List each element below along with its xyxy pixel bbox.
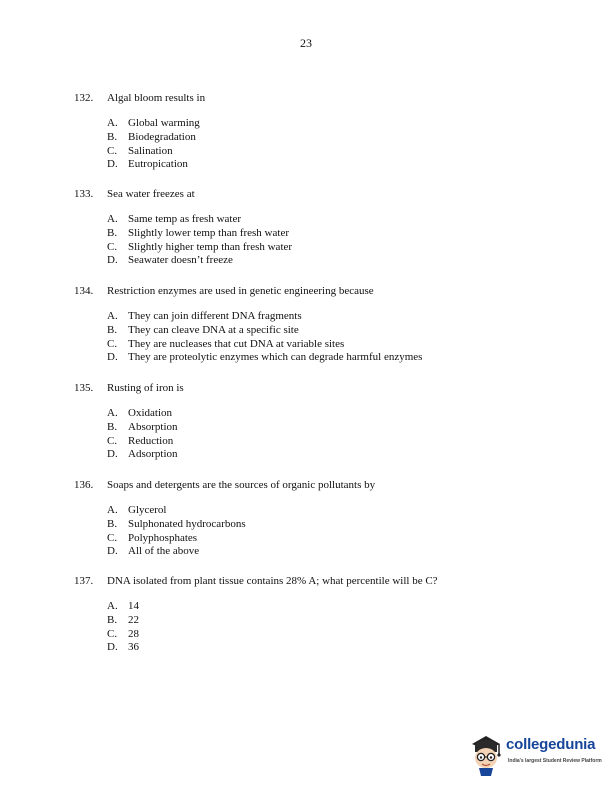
option-text: They can cleave DNA at a specific site [128, 323, 299, 336]
option-letter: A. [107, 117, 118, 129]
question-number: 135. [74, 382, 94, 394]
option-item [107, 254, 574, 268]
option-letter: A. [107, 407, 118, 419]
option-letter: A. [107, 600, 118, 612]
option-letter: D. [107, 351, 118, 364]
option-item [107, 310, 574, 324]
option-text: Slightly lower temp than fresh water [128, 226, 289, 239]
option-letter: C. [107, 337, 118, 350]
question-number: 134. [74, 285, 94, 297]
question-stem [74, 187, 574, 201]
option-item [107, 145, 574, 159]
question-text: Soaps and detergents are the sources of organic pollutants by [107, 479, 376, 491]
logo-name: collegedunia [506, 736, 596, 753]
question-block [74, 187, 574, 268]
option-letter: A. [107, 213, 118, 225]
option-text: Glycerol [128, 504, 167, 516]
option-text: Seawater doesn’t freeze [128, 254, 233, 267]
option-item [107, 545, 574, 559]
question-stem [74, 91, 574, 105]
option-letter: C. [107, 434, 118, 447]
option-letter: D. [107, 545, 118, 558]
option-letter: B. [107, 323, 118, 336]
question-block [74, 478, 574, 559]
option-item [107, 131, 574, 145]
option-letter: D. [107, 641, 118, 654]
question-number: 133. [74, 188, 94, 200]
option-text: They are nucleases that cut DNA at variable sites [128, 337, 345, 350]
option-letter: B. [107, 420, 118, 433]
option-letter: C. [107, 531, 118, 544]
option-item [107, 641, 574, 655]
option-item [107, 158, 574, 172]
option-item [107, 351, 574, 365]
option-item [107, 532, 574, 546]
option-item [107, 241, 574, 255]
question-block [74, 381, 574, 462]
option-text: They can join different DNA fragments [128, 310, 302, 322]
option-letter: D. [107, 448, 118, 461]
question-number: 137. [74, 575, 94, 587]
question-number: 136. [74, 479, 94, 491]
option-text: Absorption [128, 420, 178, 433]
option-text: 22 [128, 613, 139, 626]
question-stem [74, 284, 574, 298]
option-text: Adsorption [128, 448, 178, 461]
question-block [74, 574, 574, 655]
option-item [107, 117, 574, 131]
option-item [107, 504, 574, 518]
option-list [107, 504, 574, 559]
option-list [107, 407, 574, 462]
question-number: 132. [74, 92, 94, 104]
option-letter: C. [107, 144, 118, 157]
option-item [107, 435, 574, 449]
option-item [107, 407, 574, 421]
option-item [107, 338, 574, 352]
option-text: 36 [128, 641, 139, 654]
option-item [107, 324, 574, 338]
option-text: They are proteolytic enzymes which can degrade harmful enzymes [128, 351, 423, 364]
question-text: DNA isolated from plant tissue contains 28% A; what percentile will be C? [107, 575, 438, 587]
option-text: Reduction [128, 434, 174, 447]
option-text: Oxidation [128, 407, 172, 419]
option-item [107, 600, 574, 614]
option-letter: A. [107, 504, 118, 516]
option-letter: B. [107, 517, 118, 530]
option-letter: B. [107, 226, 118, 239]
option-text: All of the above [128, 545, 200, 558]
option-text: Biodegradation [128, 130, 196, 143]
page-number: 23 [300, 36, 312, 50]
option-list [107, 117, 574, 172]
option-letter: C. [107, 240, 118, 253]
question-text: Algal bloom results in [107, 92, 206, 104]
mascot-icon [468, 730, 504, 776]
logo-tagline: India's largest Student Review Platform [508, 758, 602, 764]
option-letter: B. [107, 130, 118, 143]
question-stem [74, 574, 574, 588]
collegedunia-logo [468, 728, 604, 776]
option-item [107, 448, 574, 462]
option-list [107, 213, 574, 268]
option-text: 14 [128, 600, 139, 612]
option-letter: A. [107, 310, 118, 322]
option-text: Global warming [128, 117, 200, 129]
option-text: Slightly higher temp than fresh water [128, 240, 293, 253]
question-text: Sea water freezes at [107, 188, 195, 200]
question-stem [74, 478, 574, 492]
option-item [107, 628, 574, 642]
option-item [107, 614, 574, 628]
option-text: Salination [128, 144, 173, 157]
question-text: Rusting of iron is [107, 382, 184, 394]
option-item [107, 213, 574, 227]
question-stem [74, 381, 574, 395]
option-text: Sulphonated hydrocarbons [128, 517, 246, 530]
question-block [74, 91, 574, 172]
option-item [107, 227, 574, 241]
option-item [107, 518, 574, 532]
option-letter: D. [107, 254, 118, 267]
question-block [74, 284, 574, 365]
option-letter: C. [107, 627, 118, 640]
option-letter: D. [107, 158, 118, 171]
option-text: Same temp as fresh water [128, 213, 242, 225]
question-text: Restriction enzymes are used in genetic engineering because [107, 285, 374, 297]
option-text: Eutropication [128, 158, 188, 171]
option-text: Polyphosphates [128, 531, 198, 544]
option-letter: B. [107, 613, 118, 626]
option-item [107, 421, 574, 435]
option-list [107, 600, 574, 655]
option-list [107, 310, 574, 365]
option-text: 28 [128, 627, 139, 640]
